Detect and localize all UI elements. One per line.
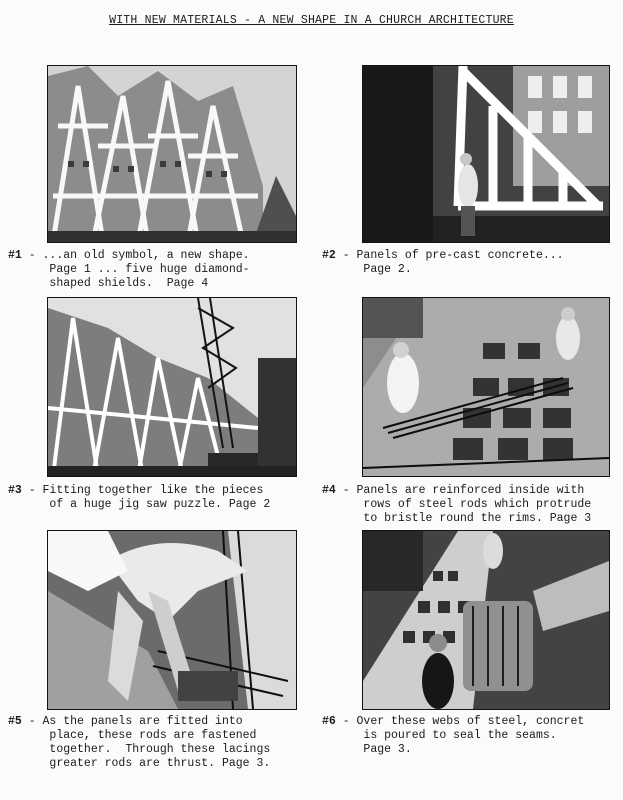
photo-fastening-rods-image	[48, 531, 296, 709]
caption-line: Page 3.	[349, 743, 412, 756]
caption-6	[322, 715, 584, 757]
caption-number: #6	[322, 715, 336, 728]
photo-church-facade-image	[48, 66, 296, 242]
photo-church-facade	[47, 65, 297, 243]
photo-crane-assembly-image	[48, 298, 296, 476]
caption-line: rows of steel rods which protrude	[349, 498, 592, 511]
caption-1	[8, 249, 250, 291]
caption-line: greater rods are thrust. Page 3.	[35, 757, 271, 770]
caption-line: is poured to seal the seams.	[349, 729, 557, 742]
caption-2	[322, 249, 564, 277]
caption-line: shaped shields. Page 4	[35, 277, 209, 290]
photo-precast-panel	[362, 65, 610, 243]
caption-number: #4	[322, 484, 336, 497]
caption-line: - As the panels are fitted into	[28, 715, 243, 728]
caption-number: #2	[322, 249, 336, 262]
photo-pouring-concrete-image	[363, 531, 609, 709]
caption-number: #5	[8, 715, 22, 728]
caption-line: Page 2.	[349, 263, 412, 276]
photo-pouring-concrete	[362, 530, 610, 710]
caption-3	[8, 484, 270, 512]
page-title: WITH NEW MATERIALS - A NEW SHAPE IN A CHURCH ARCHITECTURE	[109, 14, 514, 27]
caption-5	[8, 715, 270, 771]
caption-line: Page 1 ... five huge diamond-	[35, 263, 250, 276]
caption-line: - Fitting together like the pieces	[28, 484, 264, 497]
photo-reinforcing-rods	[362, 297, 610, 477]
caption-4	[322, 484, 591, 526]
caption-line: - Over these webs of steel, concret	[342, 715, 585, 728]
photo-reinforcing-rods-image	[363, 298, 609, 476]
caption-line: together. Through these lacings	[35, 743, 271, 756]
caption-line: place, these rods are fastened	[35, 729, 257, 742]
photo-crane-assembly	[47, 297, 297, 477]
caption-number: #1	[8, 249, 22, 262]
caption-line: to bristle round the rims. Page 3	[349, 512, 592, 525]
caption-number: #3	[8, 484, 22, 497]
photo-precast-panel-image	[363, 66, 609, 242]
caption-line: of a huge jig saw puzzle. Page 2	[35, 498, 271, 511]
photo-fastening-rods	[47, 530, 297, 710]
caption-line: - Panels of pre-cast concrete...	[342, 249, 564, 262]
caption-line: - Panels are reinforced inside with	[342, 484, 585, 497]
caption-line: - ...an old symbol, a new shape.	[28, 249, 250, 262]
